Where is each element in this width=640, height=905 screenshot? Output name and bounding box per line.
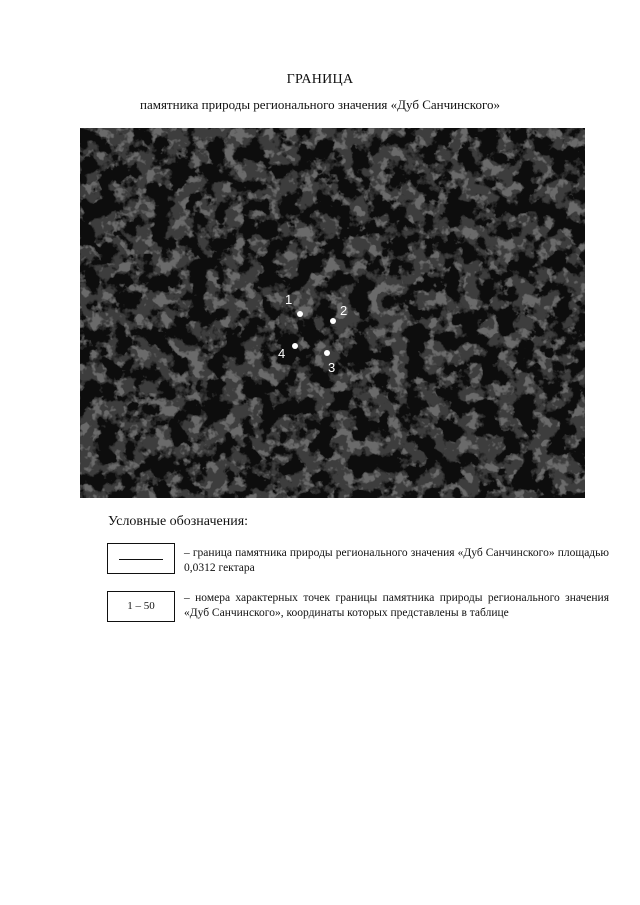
legend-boundary-symbol	[107, 543, 175, 574]
boundary-point-marker	[330, 318, 336, 324]
page-subtitle: памятника природы регионального значения «Дуб Санчинского»	[140, 97, 500, 112]
boundary-line-sample	[119, 559, 163, 560]
legend-boundary-text: – граница памятника природы регионального значения «Дуб Санчинского» площадью 0,0312 гектара	[184, 547, 609, 574]
terrain-texture	[80, 128, 585, 498]
boundary-point-label: 3	[328, 360, 336, 375]
boundary-point-marker	[292, 343, 298, 349]
boundary-point-marker	[324, 350, 330, 356]
boundary-point-marker	[297, 311, 303, 317]
boundary-point-label: 2	[340, 303, 348, 318]
legend-heading: Условные обозначения:	[108, 514, 249, 529]
boundary-point-label: 1	[285, 292, 293, 307]
satellite-map	[80, 128, 585, 498]
boundary-point-label: 4	[278, 346, 286, 361]
legend-points-text: – номера характерных точек границы памятника природы регионального значения «Дуб Санчинского», координаты которых представлены в таблице	[184, 592, 609, 619]
satellite-image	[80, 128, 585, 498]
legend-points-symbol: 1 – 50	[107, 591, 175, 622]
page-title: ГРАНИЦА	[286, 72, 354, 87]
